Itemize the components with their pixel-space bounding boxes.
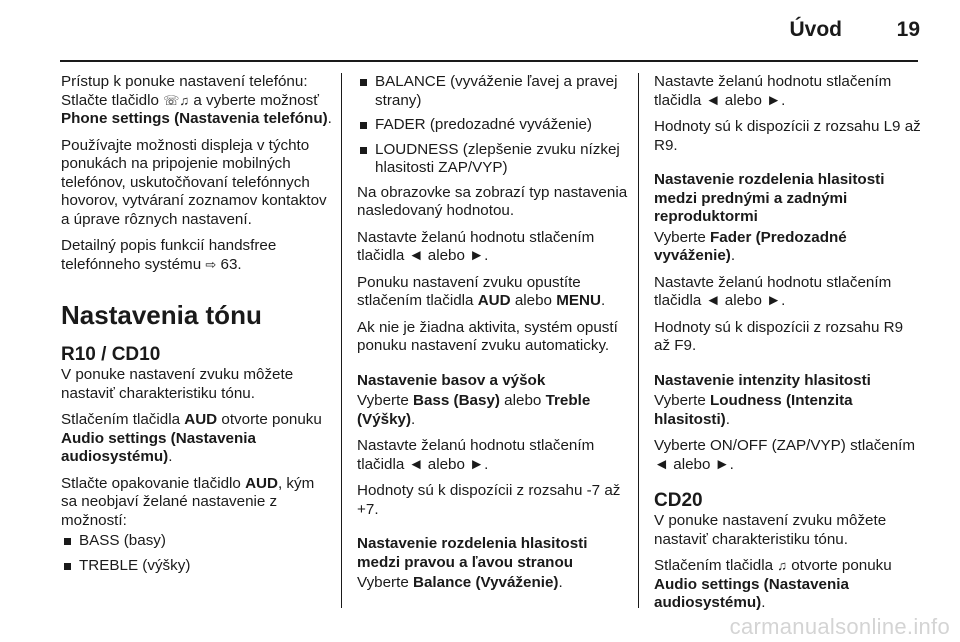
bullet-icon [64, 538, 71, 545]
column-2 [357, 73, 629, 601]
bullet-icon [360, 79, 367, 86]
bullet-icon [360, 147, 367, 154]
section-title: Nastavenia tónu [61, 300, 262, 330]
paragraph: Na obrazovke sa zobrazí typ nastavenia nasledovaný hodnotou. [357, 183, 628, 219]
paragraph: Vyberte Fader (Predozadné vyváženie). [654, 228, 847, 264]
paragraph-heading: Nastavenie intenzity hlasitosti [654, 371, 871, 389]
paragraph: Stlačte opakovanie tlačidlo AUD, kým sa neobjaví želané nastavenie z možností: [61, 474, 315, 529]
paragraph: Vyberte Balance (Vyváženie). [357, 574, 563, 591]
column-divider [638, 73, 639, 608]
paragraph: Nastavte želanú hodnotu stlačením tlačidla ◄ alebo ►. [357, 228, 595, 264]
column-3 [654, 73, 922, 621]
watermark: carmanualsonline.info [729, 614, 950, 639]
paragraph-heading: Nastavenie basov a výšok [357, 371, 546, 389]
list-item: BASS (basy) [61, 532, 333, 551]
paragraph: Vyberte Bass (Basy) alebo Treble (Výšky). [357, 392, 591, 428]
paragraph: V ponuke nastavení zvuku môžete nastaviť charakteristiku tónu. [61, 366, 294, 402]
bullet-icon [64, 563, 71, 570]
phone-music-icon: ☏♫ [163, 92, 190, 108]
paragraph: Ak nie je žiadna aktivita, systém opustí ponuku nastavení zvuku automaticky. [357, 318, 618, 354]
paragraph-heading: Nastavenie rozdelenia hlasitosti medzi pravou a ľavou stranou [357, 535, 588, 571]
paragraph-heading: Nastavenie rozdelenia hlasitosti medzi prednými a zadnými reproduktormi [654, 171, 885, 225]
paragraph: Vyberte ON/OFF (ZAP/VYP) stlačením ◄ alebo ►. [654, 437, 916, 473]
paragraph: Stlačením tlačidla ♫ otvorte ponuku Audio settings (Nastavenia audiosystému). [654, 557, 892, 611]
paragraph: Hodnoty sú k dispozícii z rozsahu -7 až +7. [357, 482, 621, 518]
header-rule [60, 60, 918, 62]
list-item: TREBLE (výšky) [61, 557, 333, 576]
page-number: 19 [896, 18, 920, 41]
paragraph: V ponuke nastavení zvuku môžete nastaviť charakteristiku tónu. [654, 512, 887, 548]
column-1 [61, 73, 333, 581]
paragraph: Hodnoty sú k dispozícii z rozsahu L9 až R9. [654, 118, 921, 154]
list-item: FADER (predozadné vyváženie) [357, 116, 629, 135]
paragraph: Vyberte Loudness (Intenzita hlasitosti). [654, 392, 853, 428]
subsection-title: R10 / CD10 [61, 344, 161, 365]
paragraph: Nastavte želanú hodnotu stlačením tlačidla ◄ alebo ►. [654, 73, 892, 109]
music-note-icon: ♫ [777, 558, 787, 573]
page-title: Úvod [789, 18, 842, 41]
paragraph: Nastavte želanú hodnotu stlačením tlačidla ◄ alebo ►. [654, 273, 892, 309]
subsection-title: CD20 [654, 490, 703, 511]
list-item: LOUDNESS (zlepšenie zvuku nízkej hlasitosti ZAP/VYP) [357, 141, 629, 178]
list-item: BALANCE (vyváženie ľavej a pravej strany) [357, 73, 629, 110]
page-header [0, 18, 960, 48]
paragraph: Nastavte želanú hodnotu stlačením tlačidla ◄ alebo ►. [357, 437, 595, 473]
paragraph: Prístup k ponuke nastavení telefónu: Stlačte tlačidlo ☏♫ a vyberte možnosť Phone settings (Nastavenia telefónu). [61, 73, 332, 127]
paragraph: Používajte možnosti displeja v týchto ponukách na pripojenie mobilných telefónov, uskutočňovaní telefónnych hovorov, vytváraní zoznamov kontaktov a úprave rôznych nastavení. [61, 136, 327, 228]
paragraph: Hodnoty sú k dispozícii z rozsahu R9 až F9. [654, 318, 904, 354]
paragraph: Detailný popis funkcií handsfree telefónneho systému ⇨ 63. [61, 237, 277, 273]
paragraph: Stlačením tlačidla AUD otvorte ponuku Audio settings (Nastavenia audiosystému). [61, 411, 322, 465]
page-reference-icon: ⇨ [205, 256, 217, 272]
column-divider [341, 73, 342, 608]
bullet-icon [360, 122, 367, 129]
paragraph: Ponuku nastavení zvuku opustíte stlačením tlačidla AUD alebo MENU. [357, 273, 606, 309]
